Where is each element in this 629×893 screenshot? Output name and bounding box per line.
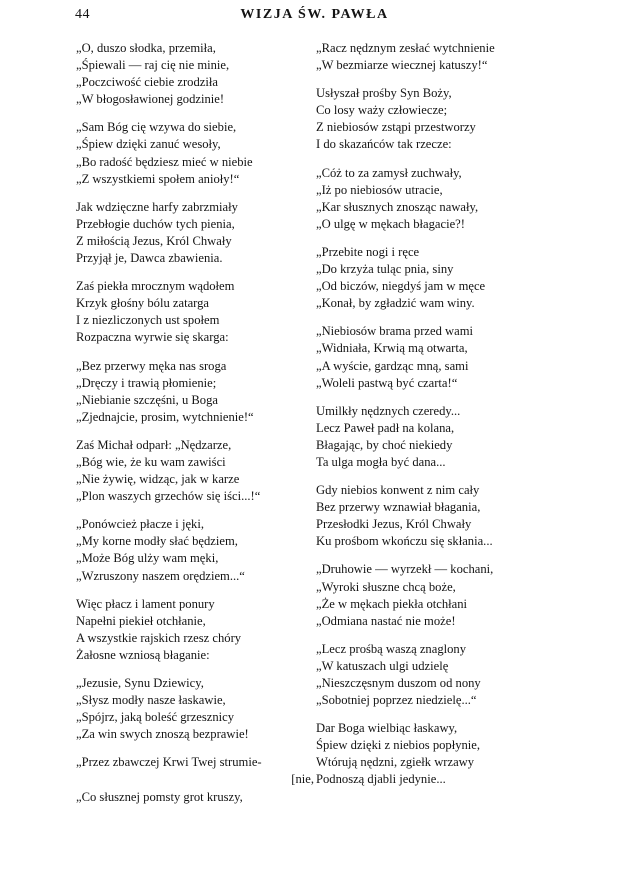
verse-line: Błagając, by choć niekiedy [316, 437, 453, 452]
verse-line: „Plon waszych grzechów się iści...!“ [76, 489, 261, 504]
verse-line: „Niebiosów brama przed wami [316, 324, 474, 339]
verse-line: Z miłością Jezus, Król Chwały [76, 233, 232, 248]
verse-line: „Wzruszony naszem orędziem...“ [76, 568, 245, 583]
verse-line: Bez przerwy wznawiał błagania, [316, 500, 481, 515]
verse-line: „My korne modły słać będziem, [76, 534, 238, 549]
verse-line: Żałosne wzniosą błaganie: [76, 647, 210, 662]
verse-line: „W katuszach ulgi udzielę [316, 658, 449, 673]
verse-line: „W błogosławionej godzinie! [76, 92, 225, 107]
verse-line: „Bóg wie, że ku wam zawiści [76, 454, 226, 469]
verse-line: Ku prośbom wkończu się skłania... [316, 534, 493, 549]
page-header [0, 4, 629, 24]
verse-line: „Co słusznej pomsty grot kruszy, [76, 789, 243, 804]
verse-line: Lecz Paweł padł na kolana, [316, 420, 455, 435]
verse-line: „Poczciwość ciebie zrodziła [76, 75, 218, 90]
verse-line: Gdy niebios konwent z nim cały [316, 483, 480, 498]
verse-line: Przyjął je, Dawca zbawienia. [76, 251, 223, 266]
verse-line: Napełni piekieł otchłanie, [76, 613, 206, 628]
stanza [316, 323, 554, 391]
verse-line: Zaś piekła mrocznym wądołem [76, 279, 235, 294]
stanza [316, 85, 554, 153]
left-column [76, 40, 314, 817]
verse-line: „Za win swych znoszą bezprawie! [76, 727, 249, 742]
page-number: 44 [75, 7, 90, 22]
verse-line: „Nieszczęsnym duszom od nony [316, 676, 481, 690]
verse-line: I do skazańców tak rzecze: [316, 137, 452, 152]
stanza [316, 403, 554, 471]
stanza [316, 40, 554, 74]
verse-line: „Sobotniej poprzez niedzielę...“ [316, 693, 477, 708]
right-column [316, 40, 554, 800]
stanza [316, 165, 554, 233]
verse-line: Usłyszał prośby Syn Boży, [316, 86, 452, 101]
verse-line: [nie, [291, 772, 314, 787]
verse-line: „Jezusie, Synu Dziewicy, [76, 676, 204, 690]
stanza [76, 358, 314, 426]
verse-line: „Ponówcież płacze i jęki, [76, 517, 204, 532]
verse-line: „Słysz modły nasze łaskawie, [76, 693, 226, 708]
verse-line: „Kar słusznych znosząc nawały, [316, 199, 479, 214]
verse-line: „Z wszystkiemi społem anioły!“ [76, 171, 240, 186]
verse-line: „Cóż to za zamysł zuchwały, [316, 165, 462, 180]
stanza [76, 199, 314, 267]
verse-line: „Wyroki słuszne chcą boże, [316, 579, 456, 594]
verse-line: „Że w mękach piekła otchłani [316, 596, 468, 611]
verse-line: Przebłogie duchów tych pienia, [76, 216, 235, 231]
verse-line: Krzyk głośny bólu zatarga [76, 296, 210, 311]
verse-line: Dar Boga wielbiąc łaskawy, [316, 721, 458, 736]
stanza [76, 437, 314, 505]
verse-line: Przesłodki Jezus, Król Chwały [316, 517, 472, 532]
verse-line: „Może Bóg ulży wam męki, [76, 551, 219, 566]
stanza [76, 754, 314, 805]
verse-line: Podnoszą djabli jedynie... [316, 772, 446, 787]
verse-line: „Woleli pastwą być czarta!“ [316, 375, 458, 390]
verse-line: „Spójrz, jaką boleść grzesznicy [76, 710, 235, 725]
stanza [316, 561, 554, 629]
verse-line: „Odmiana nastać nie może! [316, 613, 456, 628]
verse-line: A wszystkie rajskich rzesz chóry [76, 630, 242, 645]
verse-line: „Druhowie — wyrzekł — kochani, [316, 562, 494, 577]
verse-line: Śpiew dzięki z niebios popłynie, [316, 738, 481, 753]
verse-line: „W bezmiarze wiecznej katuszy!“ [316, 58, 488, 73]
verse-line: „A wyście, gardząc mną, sami [316, 358, 469, 373]
verse-line: Jak wdzięczne harfy zabrzmiały [76, 199, 238, 214]
verse-line: Zaś Michał odparł: „Nędzarze, [76, 437, 232, 452]
verse-line: „Do krzyża tuląc pnia, siny [316, 262, 454, 277]
verse-line: „Lecz prośbą waszą znaglony [316, 641, 466, 656]
verse-line: „Iż po niebiosów utracie, [316, 182, 443, 197]
stanza [316, 244, 554, 312]
stanza [316, 641, 554, 709]
verse-line: „Od biczów, niegdyś jam w męce [316, 279, 486, 294]
stanza [76, 278, 314, 346]
stanza [316, 720, 554, 788]
verse-line: „Śpiewali — raj cię nie minie, [76, 58, 230, 73]
stanza [316, 482, 554, 550]
verse-line: „Zjednajcie, prosim, wytchnienie!“ [76, 409, 254, 424]
stanza [76, 675, 314, 743]
verse-line: „Bez przerwy męka nas sroga [76, 358, 227, 373]
stanza [76, 596, 314, 664]
verse-line: Umilkły nędznych czeredy... [316, 403, 461, 418]
verse-line: „Przebite nogi i ręce [316, 244, 420, 259]
verse-line: „Racz nędznym zesłać wytchnienie [316, 41, 495, 55]
stanza [76, 516, 314, 584]
verse-line: „Konał, by zgładzić wam winy. [316, 296, 475, 311]
stanza [76, 40, 314, 108]
verse-line: „Nie żywię, widząc, jak w karze [76, 472, 240, 487]
stanza [76, 119, 314, 187]
verse-line: „Śpiew dzięki zanuć wesoły, [76, 137, 221, 152]
verse-line: „Bo radość będziesz mieć w niebie [76, 154, 253, 169]
verse-line: „Niebianie szczęśni, u Boga [76, 392, 218, 407]
verse-line: „O ulgę w mękach błagacie?! [316, 216, 465, 231]
verse-line: Wtórują nędzni, zgiełk wrzawy [316, 755, 475, 770]
verse-line: „Widniała, Krwią mą otwarta, [316, 341, 468, 356]
verse-line: Co losy waży człowiecze; [316, 103, 448, 118]
verse-line: „Sam Bóg cię wzywa do siebie, [76, 120, 237, 135]
verse-line: Z niebiosów zstąpi przestworzy [316, 120, 476, 135]
running-title: WIZJA ŚW. PAWŁA [240, 7, 389, 22]
verse-line: „Dręczy i trawią płomienie; [76, 375, 217, 390]
verse-line: I z niezliczonych ust społem [76, 313, 220, 328]
verse-line: Więc płacz i lament ponury [76, 596, 215, 611]
verse-line: „O, duszo słodka, przemiła, [76, 41, 216, 55]
verse-line: Ta ulga mogła być dana... [316, 454, 446, 469]
verse-line: Rozpaczna wyrwie się skarga: [76, 330, 229, 345]
verse-line: „Przez zbawczej Krwi Twej strumie- [76, 755, 262, 770]
